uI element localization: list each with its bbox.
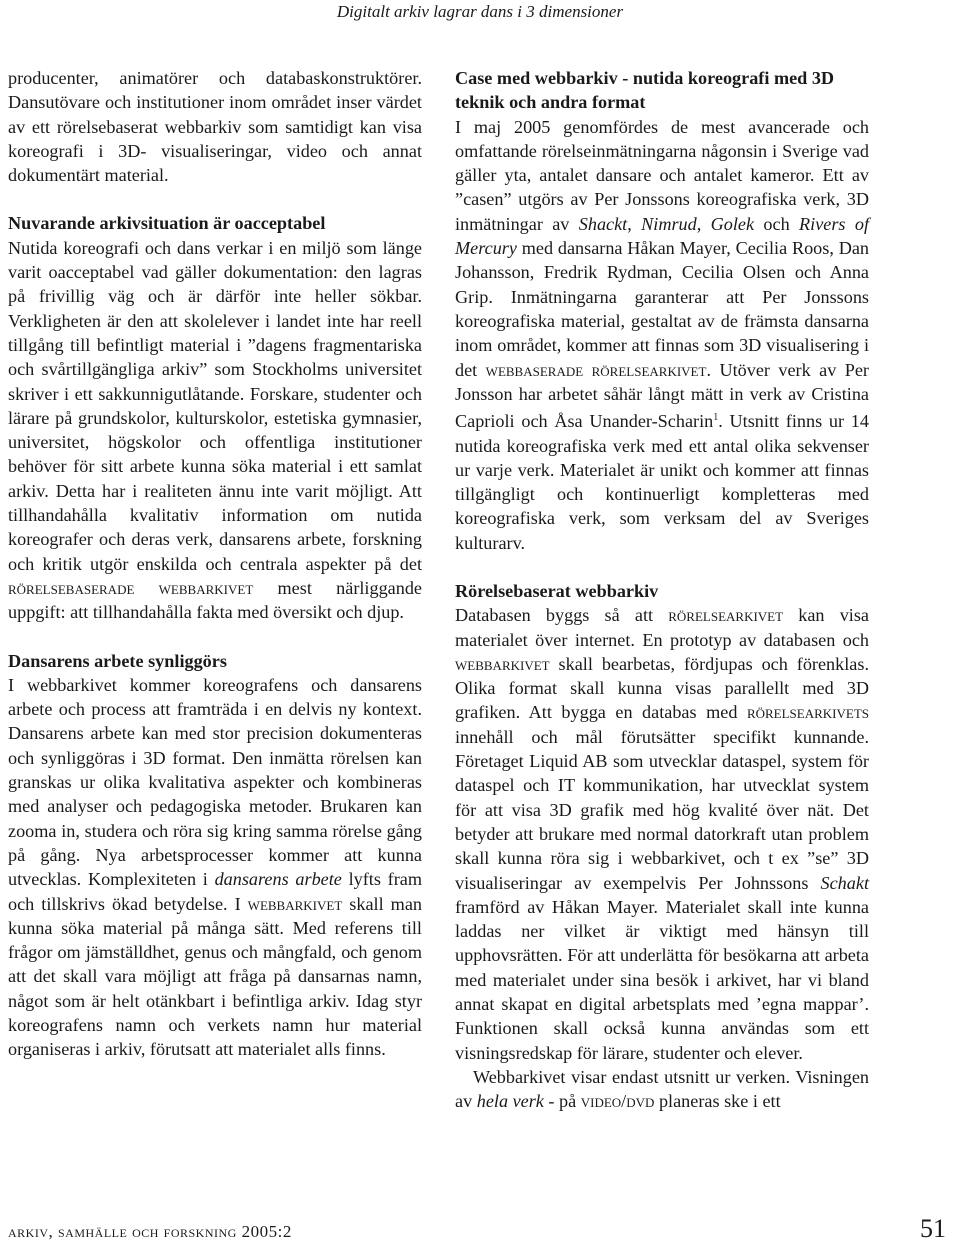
footnote-marker: 1 xyxy=(713,412,719,424)
right-column xyxy=(455,66,869,1114)
left-heading-2: Dansarens arbete synliggörs xyxy=(8,650,227,671)
page-number: 51 xyxy=(920,1214,946,1243)
right-paragraph-3: Webbarkivet visar endast utsnitt ur verken. Visningen av hela verk - på video/dvd planeras ske i ett xyxy=(455,1066,869,1112)
left-column xyxy=(8,66,422,1062)
right-heading-2: Rörelsebaserat webbarkiv xyxy=(455,581,659,601)
right-heading-1: Case med webbarkiv - nutida koreografi med 3D teknik och andra format xyxy=(455,68,835,113)
left-paragraph-1: producenter, animatörer och databaskonstruktörer. Dansutövare och institutioner inom området inser värdet av ett rörelsebaserat webbarkiv som samtidigt kan visa koreografi i 3D- visualiseringar, video och annat dokumentärt material. xyxy=(8,68,422,186)
right-paragraph-1: I maj 2005 genomfördes de mest avancerade och omfattande rörelseinmätningarna någonsin i Sverige vad gäller yta, antalet dansare och antalet kameror. Ett av ”casen” utgörs av Per Jonssons koreografiska verk, 3D inmätningar av Shackt, Nimrud, Golek och Rivers of Mercury med dansarna Håkan Mayer, Cecilia Roos, Dan Johansson, Fredrik Rydman, Cecilia Olsen och Anna Grip. Inmätningarna garanterar att Per Jonssons koreografiska material, gestaltat av de främsta dansarna inom området, kommer att finnas som 3D visualisering i det webbaserade rörelsearkivet. Utöver verk av Per Jonsson har arbetet såhär långt mätt in verk av Cristina Caprioli och Åsa Unander-Scharin$^1$. Utsnitt finns ur 14 nutida koreografiska verk med ett antal olika sekvenser ur varje verk. Materialet är unikt och kommer att finnas tillgängligt och kontinuerligt kompletteras med koreografiska verk, som verksam del av Sveriges kulturarv. xyxy=(455,116,870,553)
left-paragraph-3: I webbarkivet kommer koreografens och dansarens arbete och process att framträda i en delvis ny kontext. Dansarens arbete kan med stor precision dokumenteras och synliggöras i 3D format. Den inmätta rörelsen kan granskas ur olika kvalitativa aspekter och kombineras med analyser och pedagogiska metoder. Brukaren kan zooma in, studera och röra sig kring samma rörelse gång på gång. Nya arbetsprocesser kommer att kunna utvecklas. Komplexiteten i dansarens arbete lyfts fram och tillskrivs ökad betydelse. I webbarkivet skall man kunna söka material på många sätt. Med referens till frågor om jämställdhet, genus och mångfald, och genom att det skall vara möjligt att fråga på dansarnas namn, något som är helt otänkbart i befintliga arkiv. Idag styr koreografens namn och verkets namn hur material organiseras i arkiv, förutsatt att materialet alls finns. xyxy=(8,674,422,1060)
running-header: Digitalt arkiv lagrar dans i 3 dimensioner xyxy=(336,2,624,21)
left-heading-1: Nuvarande arkivsituation är oacceptabel xyxy=(8,213,326,234)
right-paragraph-2: Databasen byggs så att rörelsearkivet kan visa materialet över internet. En prototyp av databasen och webbarkivet skall bearbetas, fördjupas och förenklas. Olika format skall kunna visas parallellt med 3D grafiken. Att bygga en databas med rörelsearkivets innehåll och mål förutsätter specifikt kunnande. Företaget Liquid AB som utvecklar dataspel, system för dataspel och IT kommunikation, har utvecklat system för att visa 3D grafik med hög kvalité över nät. Det betyder att brukare med normal datorkraft utan problem skall kunna röra sig i webbarkivet, och t ex ”se” 3D visualiseringar av exempelvis Per Johnssons Schakt framförd av Håkan Mayer. Materialet skall inte kunna laddas ner vilket är viktigt med hänsyn till upphovsrätten. För att underlätta för besökarna att arbeta med materialet under sina besök i arkivet, har vi bland annat skapat en digital arbetsplats med ’egna mappar’. Funktionen skall också kunna användas som ett visningsredskap för lärare, studenter och elever. xyxy=(455,605,869,1063)
left-paragraph-2: Nutida koreografi och dans verkar i en miljö som länge varit oacceptabel vad gäller dokumentation: den lagras på frivillig väg och är därför inte heller sökbar. Verkligheten är den att skolelever i landet inte har reell tillgång till befintligt material i ”dagens fragmentariska och svårtillgängliga arkiv” som Stockholms universitet skriver i ett sakkunnigutlåtande. Forskare, studenter och lärare på grundskolor, kulturskolor, estetiska gymnasier, universitet, högskolor och offentliga institutioner behöver för sitt arbete kunna söka material i ett samlat arkiv. Detta har i realiteten ännu inte varit möjligt. Att tillhandahålla kvalitativ information om nutida koreografer och deras verk, dansarens arbete, forskning och kritik utgör enskilda och centrala aspekter på det rörelsebaserade webbarkivet mest närliggande uppgift: att tillhandahålla fakta med översikt och djup. xyxy=(8,237,422,623)
journal-footer: arkiv, samhälle och forskning 2005:2 xyxy=(8,1222,292,1241)
